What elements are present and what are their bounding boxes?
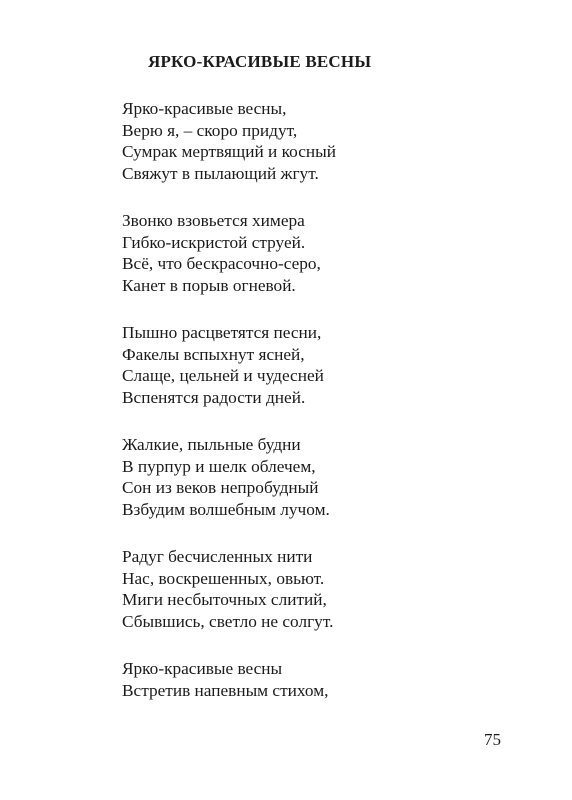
- verse-line: Миги несбыточных слитий,: [122, 590, 327, 609]
- page-number: 75: [484, 730, 501, 749]
- verse-line: Слаще, цельней и чудесней: [122, 366, 324, 385]
- verse-line: Сумрак мертвящий и косный: [122, 142, 336, 161]
- verse-line: Сон из веков непробудный: [122, 478, 319, 497]
- verse-line: Факелы вспыхнут ясней,: [122, 344, 305, 364]
- verse-line: Всё, что бескрасочно-серо,: [122, 254, 321, 273]
- verse-line: Встретив напевным стихом,: [122, 680, 329, 700]
- poem-body: [122, 98, 336, 727]
- verse-line: Вспенятся радости дней.: [122, 387, 306, 407]
- verse-line: Верю я, – скоро придут,: [122, 120, 298, 140]
- verse-line: В пурпур и шелк облечем,: [122, 456, 316, 476]
- stanza-1: [122, 98, 336, 184]
- verse-line: Радуг бесчисленных нити: [122, 547, 313, 566]
- verse-line: Гибко-искристой струей.: [122, 232, 306, 252]
- verse-line: Пышно расцветятся песни,: [122, 323, 322, 342]
- stanza-5: [122, 546, 336, 632]
- stanza-6: [122, 658, 336, 701]
- verse-line: Взбудим волшебным лучом.: [122, 499, 330, 519]
- verse-line: Звонко взовьется химера: [122, 211, 305, 230]
- verse-line: Свяжут в пылающий жгут.: [122, 163, 319, 183]
- stanza-3: [122, 322, 336, 408]
- verse-line: Сбывшись, светло не солгут.: [122, 611, 334, 631]
- stanza-4: [122, 434, 336, 520]
- verse-line: Нас, воскрешенных, овьют.: [122, 568, 325, 588]
- stanza-2: [122, 210, 336, 296]
- verse-line: Ярко-красивые весны,: [122, 99, 287, 118]
- verse-line: Жалкие, пыльные будни: [122, 435, 301, 454]
- verse-line: Ярко-красивые весны: [122, 659, 283, 678]
- poem-title: ЯРКО-КРАСИВЫЕ ВЕСНЫ: [148, 52, 372, 71]
- verse-line: Канет в порыв огневой.: [122, 275, 296, 295]
